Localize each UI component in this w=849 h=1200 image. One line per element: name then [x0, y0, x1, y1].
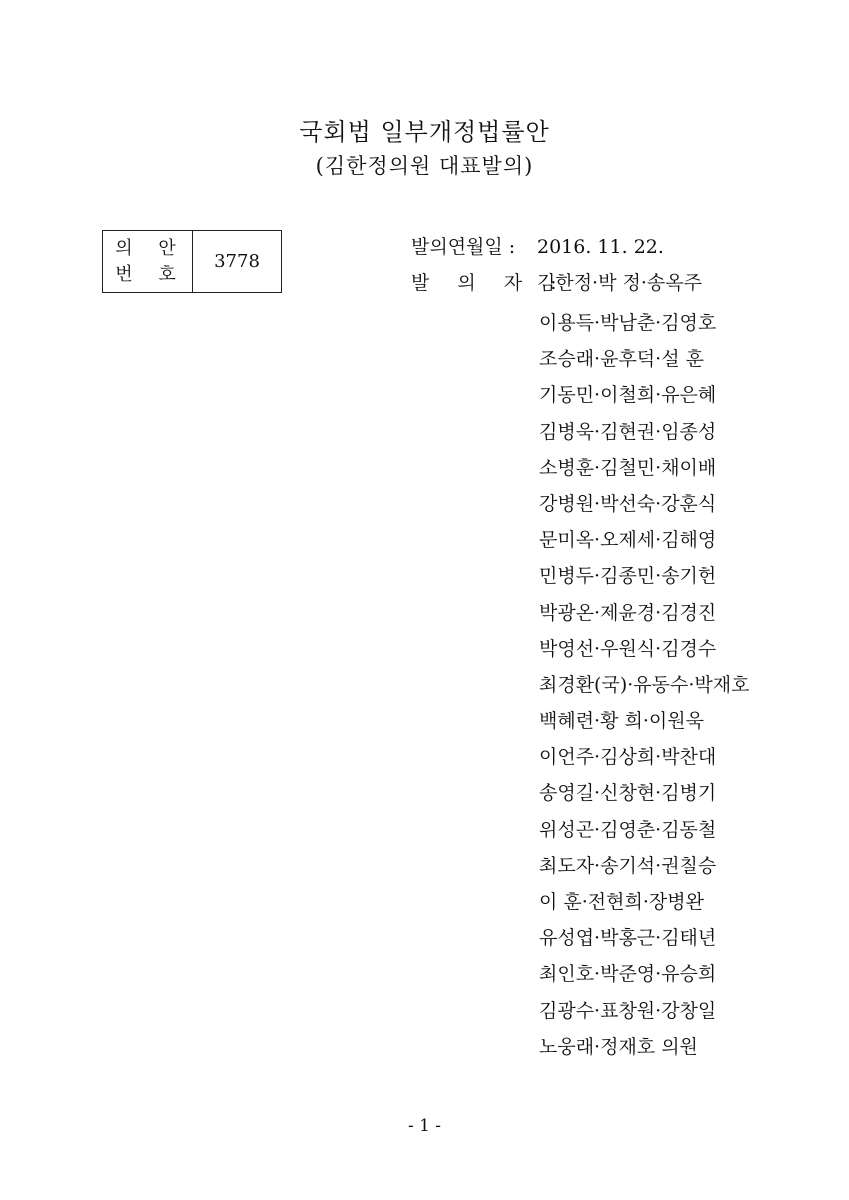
- sponsor-list-item: 송영길·신창현·김병기: [539, 782, 717, 805]
- proposal-date-label: 발의연월일 :: [411, 236, 516, 258]
- sponsor-list: [539, 305, 749, 1065]
- sponsor-list-item: 소병훈·김철민·채이배: [539, 456, 717, 479]
- proposal-date: [411, 232, 664, 259]
- sponsor-list-item: 최도자·송기석·권칠승: [539, 854, 717, 877]
- sponsor-list-item: 최경환(국)·유동수·박재호: [539, 673, 750, 696]
- bill-number-value: 3778: [193, 231, 282, 293]
- bill-number-table: [102, 230, 282, 293]
- bill-number-label: 의 안 번 호: [103, 231, 193, 293]
- sponsor-first-line: 김한정·박 정·송옥주: [537, 272, 702, 294]
- page-number: - 1 -: [407, 1116, 442, 1136]
- document-subtitle: (김한정의원 대표발의): [315, 154, 534, 178]
- sponsor-list-item: 강병원·박선숙·강훈식: [539, 492, 717, 515]
- sponsor-list-item: 이언주·김상희·박찬대: [539, 746, 717, 769]
- sponsor-list-item: 문미옥·오제세·김해영: [539, 529, 717, 552]
- sponsor-list-item: 민병두·김종민·송기헌: [539, 565, 717, 588]
- sponsor-list-item: 기동민·이철희·유은혜: [539, 384, 717, 407]
- sponsor-list-item: 조승래·윤후덕·설 훈: [539, 348, 704, 371]
- sponsor-label: 발 의 자 :: [411, 272, 568, 294]
- sponsor-list-item: 위성곤·김영춘·김동철: [539, 818, 717, 841]
- sponsor-line: [411, 268, 702, 295]
- sponsor-list-item: 유성엽·박홍근·김태년: [539, 927, 717, 950]
- sponsor-list-item: 노웅래·정재호 의원: [539, 1035, 698, 1058]
- sponsor-list-item: 김병욱·김현권·임종성: [539, 420, 717, 443]
- sponsor-list-item: 김광수·표창원·강창일: [539, 999, 717, 1022]
- sponsor-list-item: 박영선·우원식·김경수: [539, 637, 717, 660]
- proposal-date-value: 2016. 11. 22.: [537, 236, 664, 258]
- sponsor-list-item: 이 훈·전현희·장병완: [539, 891, 704, 913]
- sponsor-list-item: 백혜련·황 희·이원욱: [539, 710, 704, 733]
- sponsor-list-item: 이용득·박남춘·김영호: [539, 312, 717, 334]
- sponsor-list-item: 박광온·제윤경·김경진: [539, 601, 717, 624]
- sponsor-list-item: 최인호·박준영·유승희: [539, 963, 717, 986]
- document-title: 국회법 일부개정법률안: [299, 118, 550, 146]
